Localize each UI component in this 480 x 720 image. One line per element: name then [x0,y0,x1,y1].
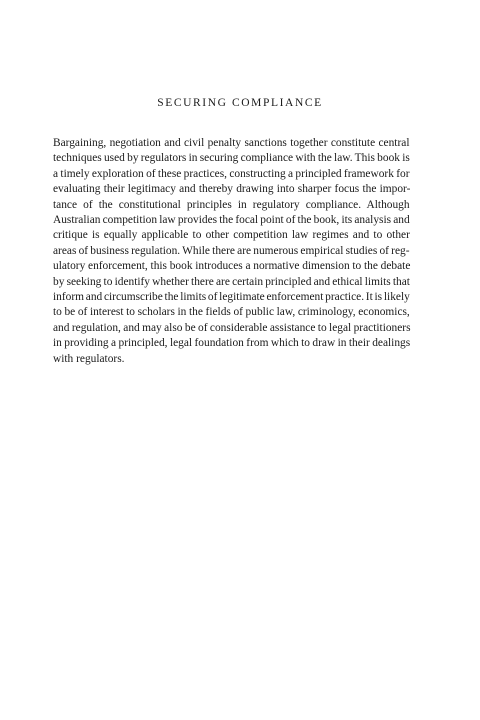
description-line: to be of interest to scholars in the fields of public law, criminology, economics, [53,306,410,319]
description-line: and regulation, and may also be of considerable assistance to legal practitioners [53,321,411,334]
description-line: inform and circumscribe the limits of legitimate enforcement practice. It is likely [53,291,410,304]
description-line: critique is equally applicable to other competition law regimes and to other [53,229,410,242]
description-line: with regulators. [53,352,125,365]
description-line: ulatory enforcement, this book introduces a normative dimension to the debate [53,260,411,273]
description-line: by seeking to identify whether there are certain principled and ethical limits that [53,275,410,288]
description-line: areas of business regulation. While there are numerous empirical studies of reg- [53,244,410,257]
description-line: tance of the constitutional principles in regulatory compliance. Although [53,198,410,211]
description-line: in providing a principled, legal foundation from which to draw in their dealings [53,337,411,350]
page-title: SECURING COMPLIANCE [157,97,323,109]
description-line: evaluating their legitimacy and thereby drawing into sharper focus the impor- [53,183,411,196]
description-line: Bargaining, negotiation and civil penalty sanctions together constitute central [53,137,410,149]
description-line: a timely exploration of these practices, constructing a principled framework for [53,167,410,180]
description-line: Australian competition law provides the focal point of the book, its analysis and [53,214,410,227]
description-line: techniques used by regulators in securing compliance with the law. This book is [53,152,410,165]
book-description [53,136,410,367]
